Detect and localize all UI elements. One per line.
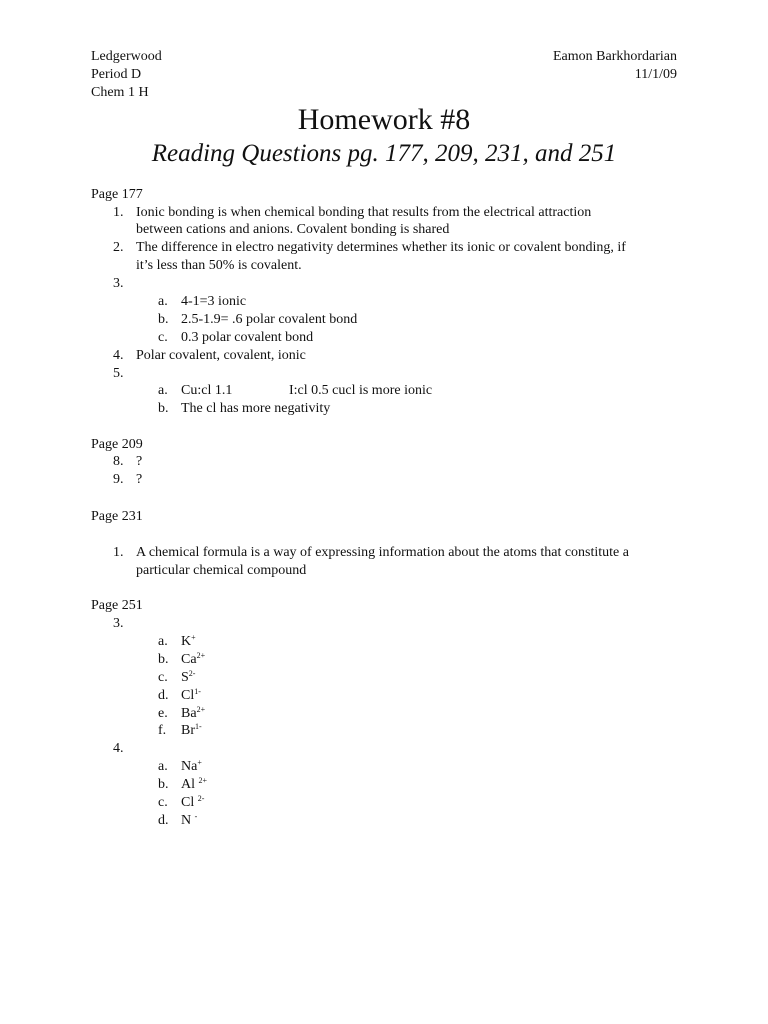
course-name: Chem 1 H — [91, 85, 149, 100]
list-number: 1. — [113, 545, 124, 560]
list-number: 4. — [113, 348, 124, 363]
ion-formula: $S^{2-}$ — [181, 669, 196, 685]
list-number: 1. — [113, 205, 124, 220]
class-period: Period D — [91, 67, 142, 82]
answer-text: Ionic bonding is when chemical bonding that results from the electrical attraction — [136, 205, 592, 220]
ion-formula: Al $^{2+}$ — [181, 776, 208, 792]
answer-text: particular chemical compound — [136, 563, 307, 578]
student-name: Eamon Barkhordarian — [552, 49, 677, 64]
ion-formula: $Ca^{2+}$ — [181, 651, 206, 667]
ion-formula: Cl $^{2-}$ — [181, 794, 205, 810]
list-letter: e. — [158, 706, 168, 721]
answer-text: 2.5-1.9= .6 polar covalent bond — [181, 312, 358, 327]
ion-formula: $Ba^{2+}$ — [181, 705, 206, 721]
answer-text: ? — [136, 472, 143, 487]
answer-text: between cations and anions. Covalent bonding is shared — [136, 222, 450, 237]
list-letter: b. — [158, 401, 169, 416]
answer-text: ? — [136, 454, 143, 469]
answer-text: The difference in electro negativity determines whether its ionic or covalent bonding, if — [136, 240, 626, 255]
ion-formula: K+ — [181, 633, 196, 649]
ion-formula: Na+ — [181, 758, 202, 774]
list-letter: a. — [158, 634, 168, 649]
section-heading-p251: Page 251 — [91, 598, 143, 613]
teacher-name: Ledgerwood — [91, 49, 162, 64]
assignment-date: 11/1/09 — [634, 67, 677, 82]
section-heading-p231: Page 231 — [91, 509, 143, 524]
list-letter: d. — [158, 813, 169, 828]
section-heading-p177: Page 177 — [91, 187, 143, 202]
list-letter: a. — [158, 383, 168, 398]
answer-text: I:cl 0.5 cucl is more ionic — [289, 383, 433, 398]
list-number: 5. — [113, 366, 124, 381]
list-letter: a. — [158, 759, 168, 774]
section-heading-p209: Page 209 — [91, 437, 143, 452]
ion-formula: N - — [181, 812, 198, 828]
answer-text: 4-1=3 ionic — [181, 294, 247, 309]
page-subtitle: Reading Questions pg. 177, 209, 231, and 251 — [151, 140, 617, 167]
list-letter: c. — [158, 670, 168, 685]
list-letter: b. — [158, 777, 169, 792]
list-letter: d. — [158, 688, 169, 703]
list-number: 2. — [113, 240, 124, 255]
answer-text: 0.3 polar covalent bond — [181, 330, 314, 345]
list-number: 3. — [113, 276, 124, 291]
list-number: 8. — [113, 454, 124, 469]
list-letter: a. — [158, 294, 168, 309]
list-letter: f. — [158, 723, 167, 738]
ion-formula: $Br^{1-}$ — [181, 722, 202, 738]
page-title: Homework #8 — [297, 103, 471, 136]
ion-formula: $Cl^{1-}$ — [181, 687, 201, 703]
answer-text: A chemical formula is a way of expressing information about the atoms that constitute a — [136, 545, 629, 560]
answer-text: it’s less than 50% is covalent. — [136, 258, 302, 273]
answer-text: Polar covalent, covalent, ionic — [136, 348, 306, 363]
list-number: 3. — [113, 616, 124, 631]
list-letter: c. — [158, 795, 168, 810]
answer-text: Cu:cl 1.1 — [181, 383, 233, 398]
list-letter: c. — [158, 330, 168, 345]
list-letter: b. — [158, 652, 169, 667]
list-number: 4. — [113, 741, 124, 756]
list-number: 9. — [113, 472, 124, 487]
list-letter: b. — [158, 312, 169, 327]
answer-text: The cl has more negativity — [181, 401, 331, 416]
